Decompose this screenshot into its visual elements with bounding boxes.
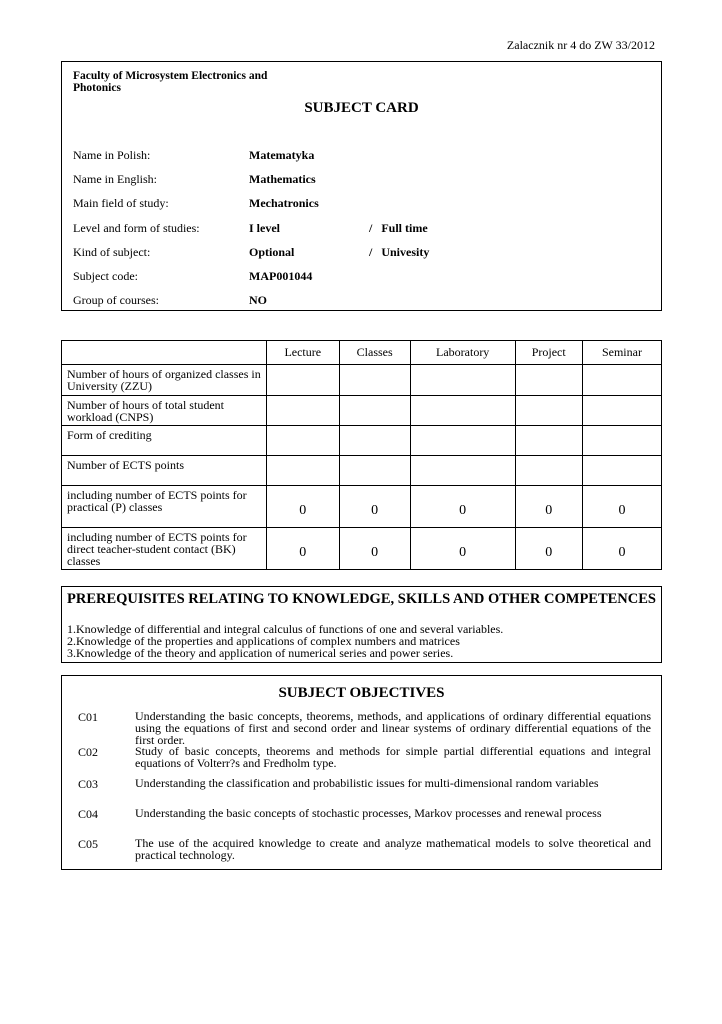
header-lecture: Lecture — [267, 341, 340, 365]
cell: 0 — [267, 486, 340, 528]
cell — [410, 426, 515, 456]
name-polish-value: Matematyka — [249, 148, 315, 162]
table-row — [62, 486, 662, 528]
cell — [582, 396, 661, 426]
cell — [582, 426, 661, 456]
prerequisite-item: 1.Knowledge of differential and integral calculus of functions of one and several variables. — [67, 622, 504, 636]
header-project: Project — [515, 341, 582, 365]
prerequisites-list — [67, 623, 503, 659]
subject-code-value: MAP001044 — [249, 269, 313, 283]
header-laboratory: Laboratory — [410, 341, 515, 365]
objective-code: C02 — [78, 745, 99, 759]
annex-reference: Zalacznik nr 4 do ZW 33/2012 — [506, 38, 655, 52]
cell — [582, 365, 661, 396]
cell — [410, 456, 515, 486]
objective-text: Understanding the classification and probabilistic issues for multi-dimensional random variables — [135, 776, 599, 790]
cell — [582, 456, 661, 486]
cell — [515, 426, 582, 456]
cell — [515, 456, 582, 486]
prerequisites-section — [61, 586, 662, 663]
cell — [339, 365, 410, 396]
name-english-label: Name in English: — [73, 172, 157, 186]
level-form-label: Level and form of studies: — [73, 221, 200, 235]
cell: 0 — [410, 486, 515, 528]
cell: 0 — [410, 528, 515, 570]
cell — [267, 396, 340, 426]
objective-code: C01 — [78, 710, 99, 724]
row-label-crediting: Form of crediting — [62, 426, 267, 456]
prerequisites-title: PREREQUISITES RELATING TO KNOWLEDGE, SKILLS AND OTHER COMPETENCES — [66, 591, 656, 607]
subject-card — [61, 61, 662, 311]
prerequisite-item: 3.Knowledge of the theory and application of numerical series and power series. — [67, 646, 454, 660]
row-label-contact-ects: including number of ECTS points for direct teacher-student contact (BK) classes — [62, 528, 267, 570]
table-row — [62, 528, 662, 570]
faculty-name: Faculty of Microsystem Electronics and Photonics — [73, 70, 268, 94]
name-english-value: Mathematics — [249, 172, 316, 186]
header-blank — [62, 341, 267, 365]
objective-text: Study of basic concepts, theorems and methods for simple partial differential equations and integral equations of Volterr?s and Fredholm type. — [135, 744, 651, 770]
cell — [267, 456, 340, 486]
row-label-practical-ects: including number of ECTS points for practical (P) classes — [62, 486, 267, 528]
subject-scope-value: / Univesity — [369, 245, 430, 259]
table-row — [62, 456, 662, 486]
kind-of-subject-label: Kind of subject: — [73, 245, 151, 259]
cell — [339, 456, 410, 486]
objective-code: C03 — [78, 777, 99, 791]
cell — [410, 365, 515, 396]
table-row — [62, 365, 662, 396]
cell — [339, 426, 410, 456]
objective-text: Understanding the basic concepts, theorems, methods, and applications of ordinary differential equations using the equations of first and second order and linear systems of ordinary differential equations of the first order. — [135, 709, 651, 747]
level-value: I level — [249, 221, 280, 235]
name-polish-label: Name in Polish: — [73, 148, 151, 162]
cell: 0 — [582, 486, 661, 528]
objective-code: C04 — [78, 807, 99, 821]
group-of-courses-value: NO — [249, 293, 267, 307]
row-label-ects: Number of ECTS points — [62, 456, 267, 486]
form-value: / Full time — [369, 221, 428, 235]
row-label-zzu: Number of hours of organized classes in University (ZZU) — [62, 365, 267, 396]
field-of-study-value: Mechatronics — [249, 196, 319, 210]
objectives-title: SUBJECT OBJECTIVES — [278, 685, 445, 701]
header-seminar: Seminar — [582, 341, 661, 365]
objective-text: The use of the acquired knowledge to create and analyze mathematical models to solve theoretical and practical technology. — [135, 836, 651, 862]
prerequisite-item: 2.Knowledge of the properties and applications of complex numbers and matrices — [67, 634, 460, 648]
cell — [267, 426, 340, 456]
subject-code-label: Subject code: — [73, 269, 138, 283]
cell: 0 — [582, 528, 661, 570]
cell: 0 — [339, 486, 410, 528]
table-row — [62, 426, 662, 456]
cell: 0 — [339, 528, 410, 570]
cell — [515, 365, 582, 396]
cell: 0 — [267, 528, 340, 570]
cell: 0 — [515, 486, 582, 528]
cell — [515, 396, 582, 426]
header-classes: Classes — [339, 341, 410, 365]
hours-table — [61, 340, 662, 570]
kind-of-subject-value: Optional — [249, 245, 295, 259]
group-of-courses-label: Group of courses: — [73, 293, 159, 307]
card-title: SUBJECT CARD — [304, 100, 419, 116]
objective-text: Understanding the basic concepts of stochastic processes, Markov processes and renewal process — [135, 806, 602, 820]
field-of-study-label: Main field of study: — [73, 196, 169, 210]
row-label-cnps: Number of hours of total student workload (CNPS) — [62, 396, 267, 426]
cell: 0 — [515, 528, 582, 570]
table-row — [62, 396, 662, 426]
objective-code: C05 — [78, 837, 99, 851]
objectives-section — [61, 675, 662, 870]
cell — [267, 365, 340, 396]
table-header-row — [62, 341, 662, 365]
cell — [339, 396, 410, 426]
cell — [410, 396, 515, 426]
